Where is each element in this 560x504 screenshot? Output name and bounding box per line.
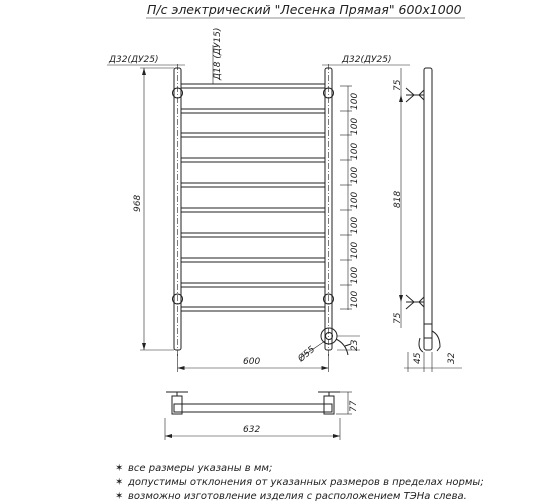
heater-inner xyxy=(326,333,333,340)
rung xyxy=(181,183,325,187)
rung xyxy=(181,258,325,262)
heater-side xyxy=(432,331,440,351)
rung xyxy=(181,307,325,311)
dim-spacing-3: 100 xyxy=(350,142,360,160)
dim-spacing-2: 100 xyxy=(350,117,360,135)
dim-center-distance: 818 xyxy=(393,190,403,208)
notes xyxy=(115,463,484,502)
dim-width-axis: 600 xyxy=(243,357,261,367)
top-bar xyxy=(174,404,332,412)
side-pipe xyxy=(424,68,432,350)
heater-cable xyxy=(336,339,348,355)
svg-text:✶: ✶ xyxy=(115,491,124,502)
dim-spacing-8: 100 xyxy=(350,266,360,284)
dim-top-offset: 75 xyxy=(393,79,403,91)
dim-top-width: 632 xyxy=(243,425,261,435)
rung xyxy=(181,133,325,137)
dim-spacing-7: 100 xyxy=(350,241,360,259)
dim-top-depth: 77 xyxy=(349,400,359,412)
note-1: все размеры указаны в мм; xyxy=(128,463,273,474)
dim-spacing-6: 100 xyxy=(350,216,360,234)
front-view xyxy=(107,28,410,372)
svg-text:✶: ✶ xyxy=(115,477,124,488)
rung xyxy=(181,208,325,212)
dim-inlet-left: Д32(ДУ25) xyxy=(109,55,159,65)
dim-spacing-9: 100 xyxy=(350,290,360,308)
dim-total-height: 968 xyxy=(133,194,143,212)
dim-bottom-offset: 75 xyxy=(393,312,403,324)
dim-side-wall: 32 xyxy=(447,352,457,364)
rungs xyxy=(181,84,325,311)
rung xyxy=(181,283,325,287)
dim-spacing-5: 100 xyxy=(350,191,360,209)
dim-side-depth: 45 xyxy=(413,352,423,364)
dim-heater-diameter: Ø55 xyxy=(296,344,318,365)
note-3: возможно изготовление изделия с расположением ТЭНа слева. xyxy=(128,491,467,502)
top-view xyxy=(165,392,359,440)
side-view xyxy=(393,68,462,372)
dim-rung-diameter: Д18 (ДУ15) xyxy=(213,27,223,80)
dim-spacing-4: 100 xyxy=(350,166,360,184)
rung xyxy=(181,109,325,113)
note-2: допустимы отклонения от указанных размеров в пределах нормы; xyxy=(128,477,484,488)
drawing-title: П/с электрический "Лесенка Прямая" 600х1000 xyxy=(147,2,462,17)
rung xyxy=(181,233,325,237)
dim-inlet-right: Д32(ДУ25) xyxy=(342,55,392,65)
rung xyxy=(181,84,325,88)
dim-heater-offset: 23 xyxy=(350,339,360,351)
rung xyxy=(181,158,325,162)
heater-circle xyxy=(321,328,337,344)
svg-text:✶: ✶ xyxy=(115,463,124,474)
dim-spacing-1: 100 xyxy=(350,92,360,110)
